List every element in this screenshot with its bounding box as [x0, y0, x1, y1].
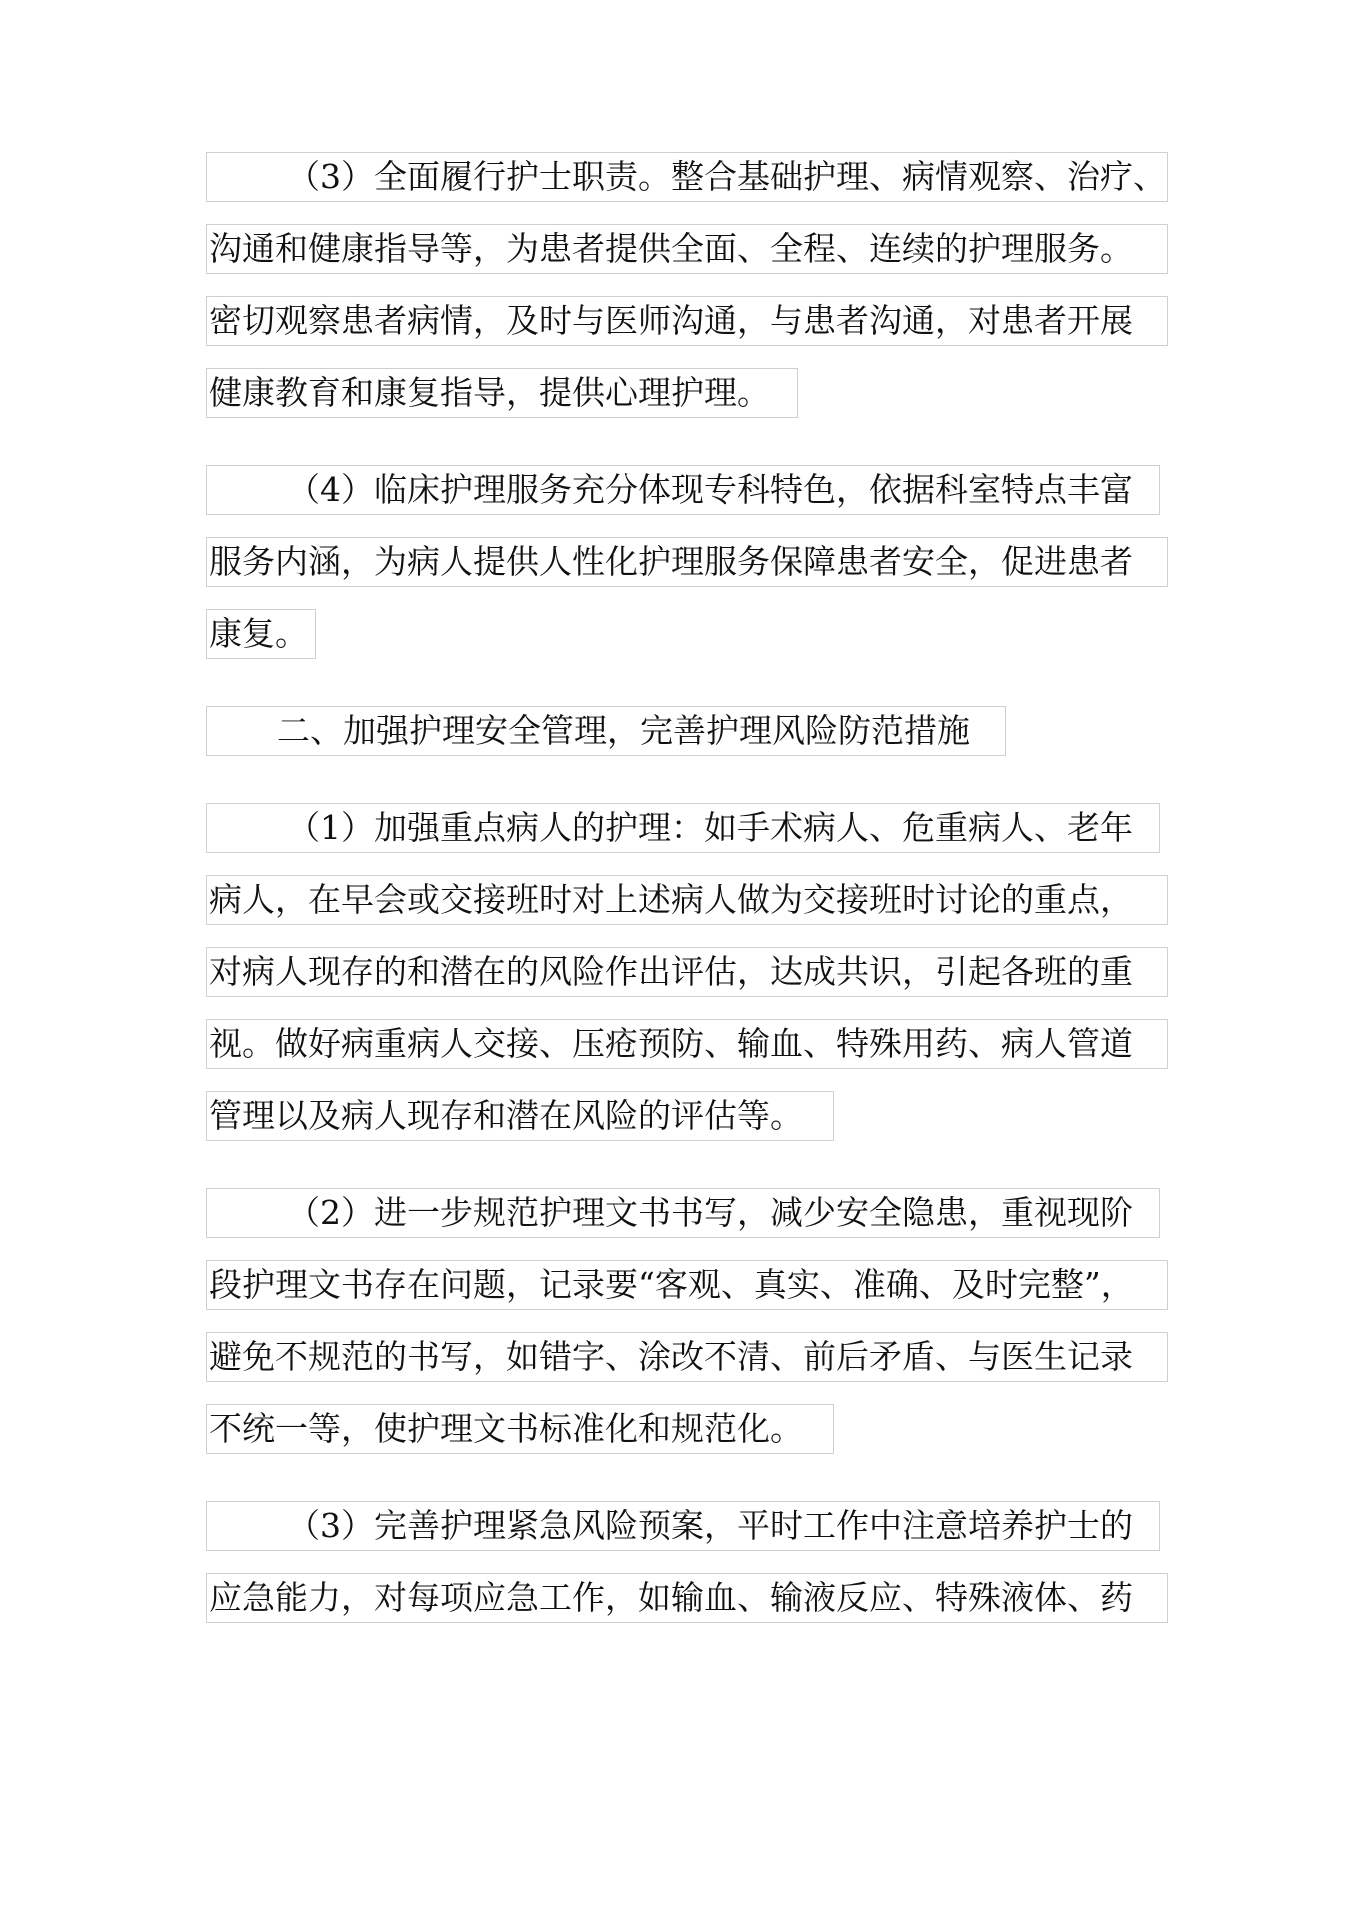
text-line: （4）临床护理服务充分体现专科特色，依据科室特点丰富: [206, 465, 1160, 515]
text-line: 病人，在早会或交接班时对上述病人做为交接班时讨论的重点，: [206, 875, 1168, 925]
text-line: 段护理文书存在问题，记录要“客观、真实、准确、及时完整”，: [206, 1260, 1168, 1310]
text-line: 不统一等，使护理文书标准化和规范化。: [206, 1404, 834, 1454]
section-heading: 二、加强护理安全管理，完善护理风险防范措施: [206, 706, 1006, 756]
text-line: （3）完善护理紧急风险预案，平时工作中注意培养护士的: [206, 1501, 1160, 1551]
text-line: （2）进一步规范护理文书书写，减少安全隐患，重视现阶: [206, 1188, 1160, 1238]
text-line: 应急能力，对每项应急工作，如输血、输液反应、特殊液体、药: [206, 1573, 1168, 1623]
text-line: 视。做好病重病人交接、压疮预防、输血、特殊用药、病人管道: [206, 1019, 1168, 1069]
text-line: （1）加强重点病人的护理：如手术病人、危重病人、老年: [206, 803, 1160, 853]
text-line: 康复。: [206, 609, 316, 659]
text-line: 对病人现存的和潜在的风险作出评估，达成共识，引起各班的重: [206, 947, 1168, 997]
text-line: （3）全面履行护士职责。整合基础护理、病情观察、治疗、: [206, 152, 1168, 202]
text-line: 健康教育和康复指导，提供心理护理。: [206, 368, 798, 418]
text-line: 管理以及病人现存和潜在风险的评估等。: [206, 1091, 834, 1141]
text-line: 服务内涵，为病人提供人性化护理服务保障患者安全，促进患者: [206, 537, 1168, 587]
text-line: 避免不规范的书写，如错字、涂改不清、前后矛盾、与医生记录: [206, 1332, 1168, 1382]
text-line: 密切观察患者病情，及时与医师沟通，与患者沟通，对患者开展: [206, 296, 1168, 346]
text-line: 沟通和健康指导等，为患者提供全面、全程、连续的护理服务。: [206, 224, 1168, 274]
